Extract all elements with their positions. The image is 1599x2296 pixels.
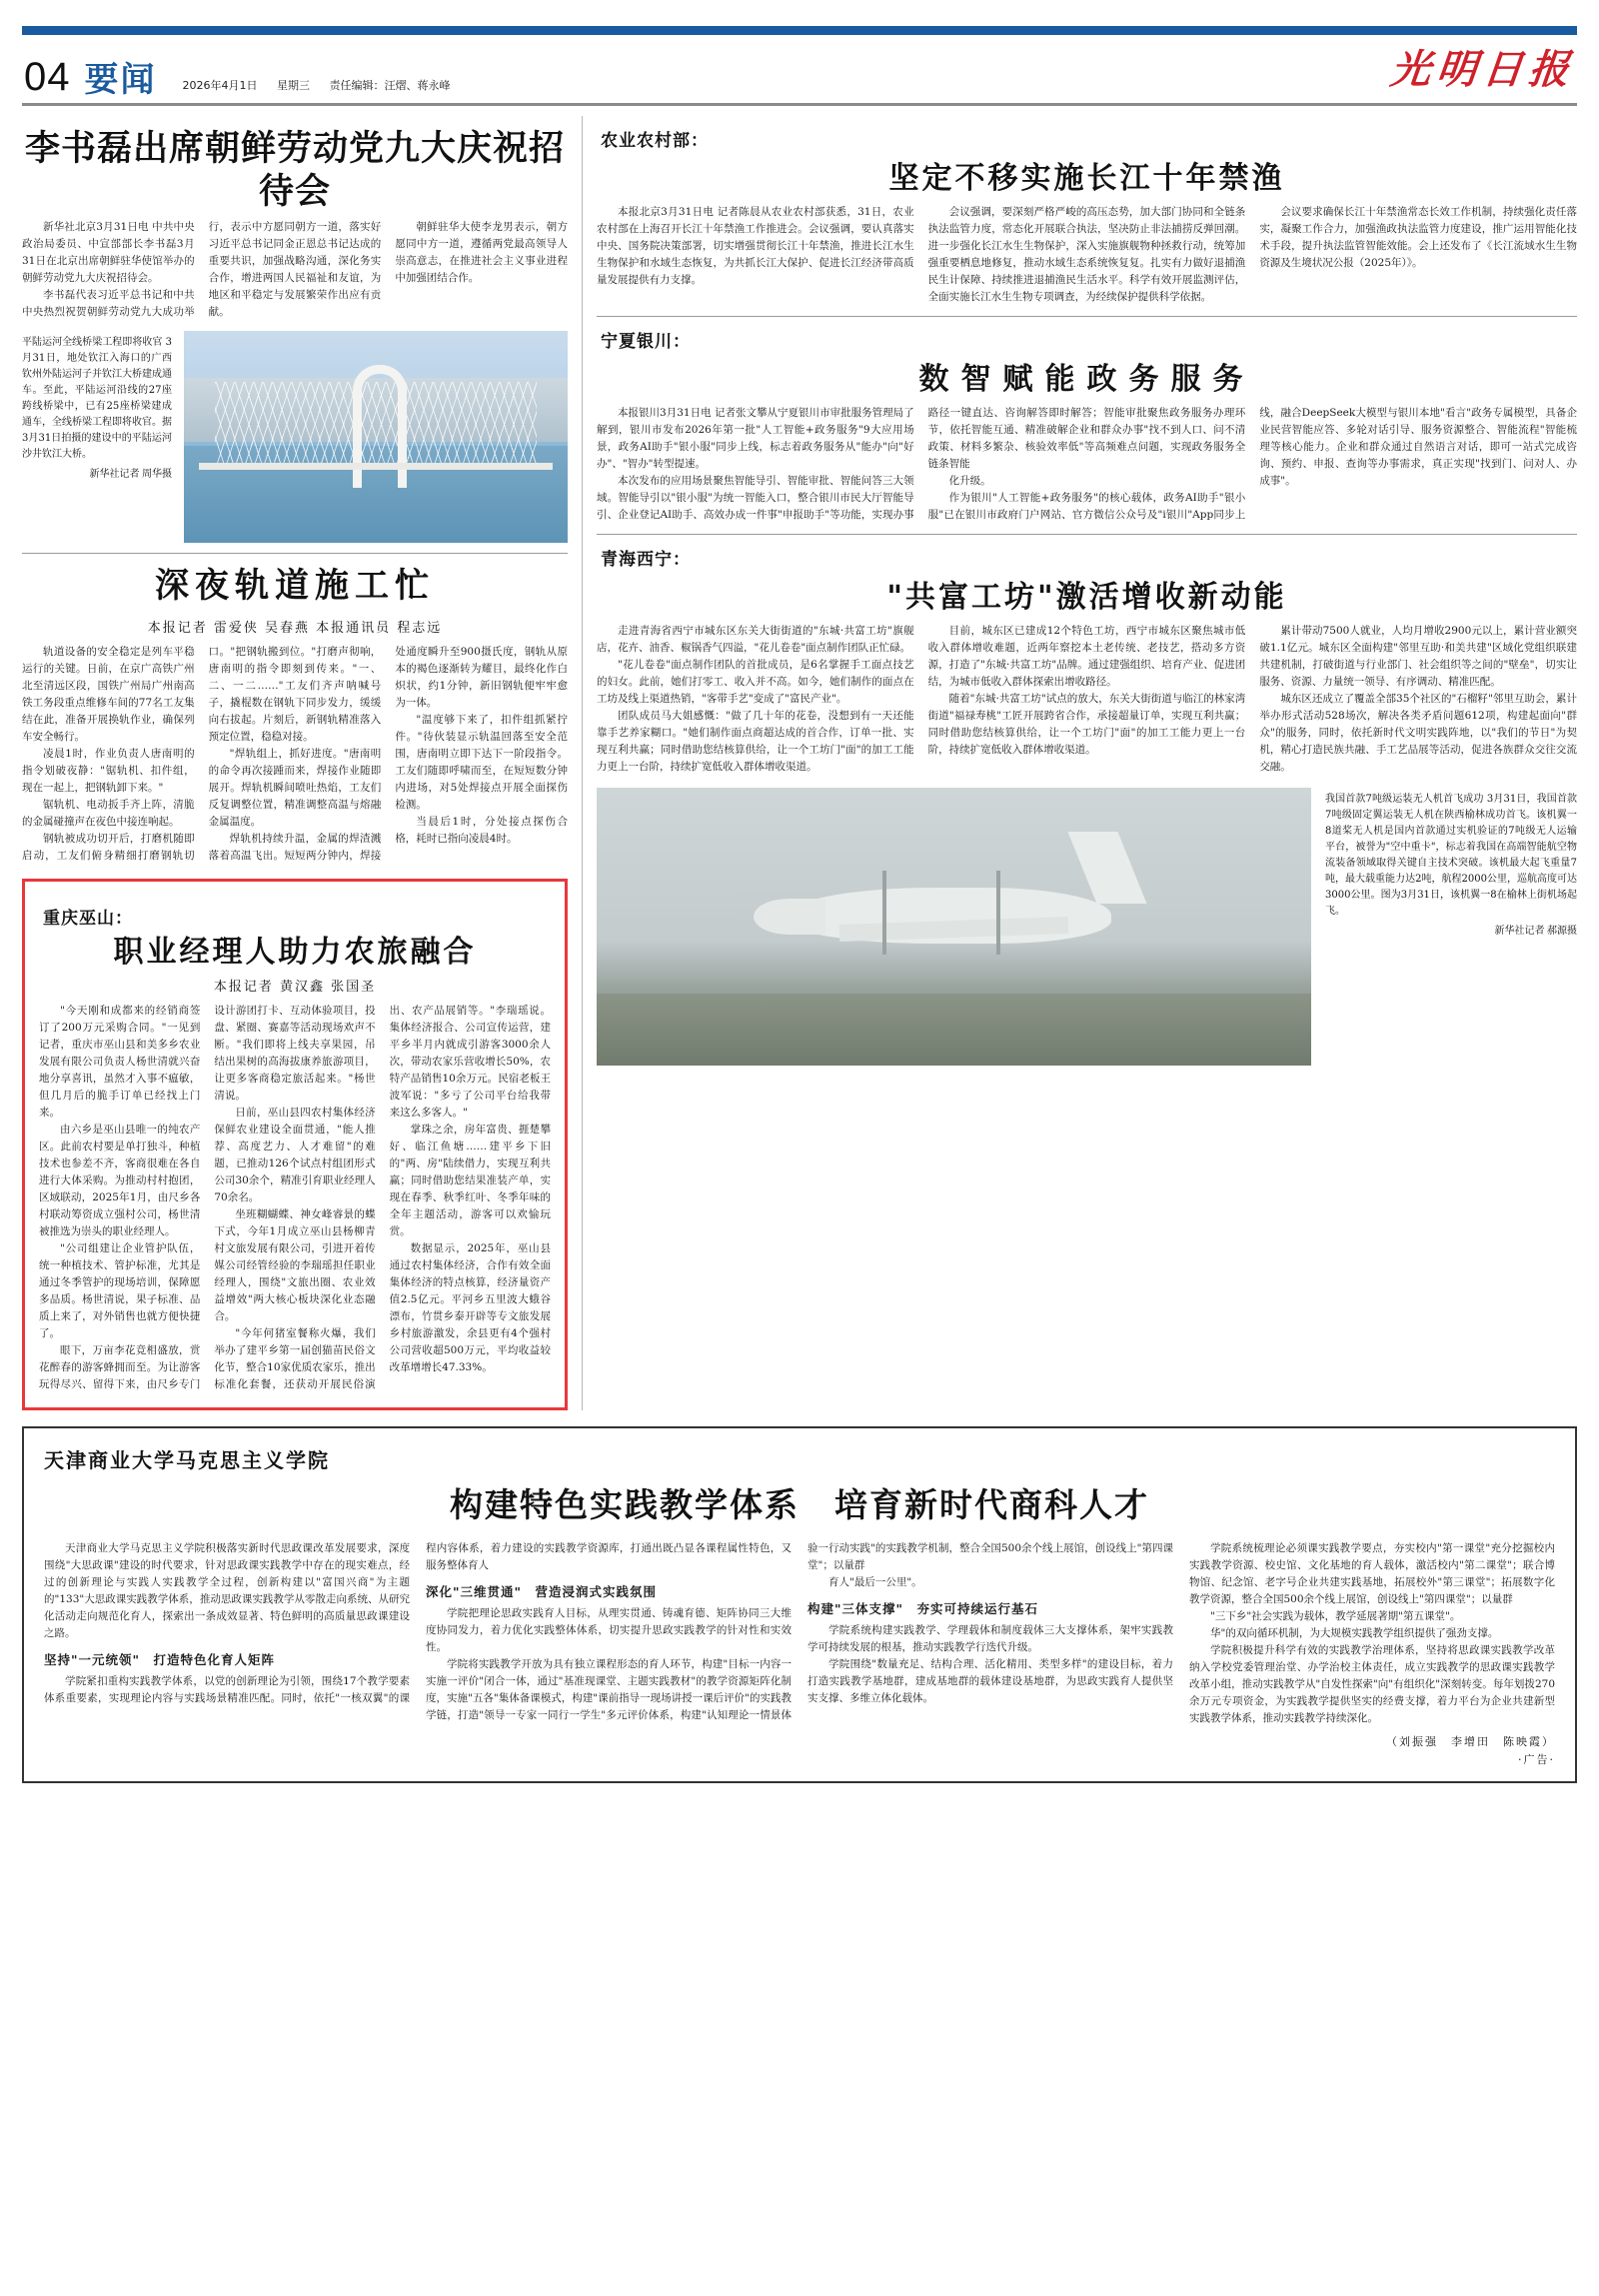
paragraph: 城东区还成立了覆盖全部35个社区的"石榴籽"邻里互助会，累计举办形式活动528场次，解决各类矛盾问题612项，构建起面向"群众"的服务，同时，依托新时代文明实践阵地，以"我们的节日"为契机，精心打造民族共融、手工艺品展等活动，促进各族群众交往交流交融。 (1259, 693, 1577, 773)
lead-headline: 李书磊出席朝鲜劳动党九大庆祝招待会 (24, 129, 565, 212)
right-column (597, 116, 1577, 1410)
paragraph: "焊轨组上，抓好进度。"唐南明的命令再次接踵而来，焊接作业随即展开。焊轨机瞬间喷吐热焰，工友们反复调整位置，精准调整高温与熔融金属温度。 (208, 747, 382, 828)
section-title: 要闻 (84, 60, 157, 100)
agriculture-headline: 坚定不移实施长江十年禁渔 (888, 161, 1285, 196)
paragraph: 李书磊代表习近平总书记和中共中央热烈祝贺朝鲜劳动党九大成功举行，表示中方愿同朝方一道，落实好习近平总书记同金正恩总书记达成的重要共识，加强战略沟通，深化务实合作，增进两国人民福祉和友谊，为地区和平稳定与发展繁荣作出应有贡献。 (22, 221, 382, 319)
advertorial-org: 天津商业大学马克思主义学院 (44, 1447, 330, 1472)
ningxia-headline: 数智赋能政务服务 (918, 362, 1255, 397)
paragraph: 坐班糊蝴蝶、神女峰睿景的蝶下式，今年1月成立巫山县杨柳青村文旅发展有限公司，引进开着传媒公司经管经验的李瑞瑶担任职业经理人，围绕"文旅出圈、农业效益增效"两大核心板块深化业态融合。 (214, 1207, 376, 1322)
plane-photo (597, 788, 1311, 1066)
paragraph: 学院将实践教学开放为具有独立课程形态的育人环节，构建"目标一内容一实施一评价"闭合一体，通过"基准现课堂、主题实践教材"的教学资源矩阵化制度，实施"五各"集体备课模式，构建"课前指导一现场讲授一课后评价"的实践教学链，打造"领导一专家一同行一学生"多元评价体系，构建"认知理论一情景体验一行动实践"的实践教学机制，整合全国500余个线上展馆，创设线上"第四课堂"；以量群 (426, 1541, 1173, 1721)
weekday: 星期三 (277, 79, 310, 92)
paragraph: 焊轨机持续升温，金属的焊渣溅落着高温飞出。短短两分钟内，焊接处通度瞬升至900摄氏度，钢轨从原本的褐色逐渐转为耀目，最终化作白炽状，约1分钟，新旧钢轨便牢牢愈为一体。 (208, 645, 568, 862)
paragraph: 学院围绕"数量充足、结构合理、活化精用、类型多样"的建设目标，着力打造实践教学基地群，建成基地群的载体建设基地群，为思政实践育人提供坚实支撑、多维立体化载体。 (807, 1657, 1173, 1704)
paragraph: 目前，城东区已建成12个特色工坊，西宁市城东区聚焦城市低收入群体增收难题，近两年察挖本土老传统、老技艺，搭动多方资源，打造了"东城·共富工坊"品牌。通过建强组织、培育产业、促进团结，为城市低收入群体探索出增收路径。 (927, 625, 1246, 688)
ningxia-body (597, 405, 1577, 524)
paragraph: 会议要求确保长江十年禁渔常态长效工作机制，持续强化责任落实，凝聚工作合力，加强渔政执法监管力度建设，推广运用智能化技术手段，提升执法监管智能效能。会上还发布了《长江流域水生生物资源及生境状况公报（2025年）》。 (1259, 206, 1577, 269)
plane-photo-caption: 我国首款7吨级运装无人机首飞成功 3月31日，我国首款7吨级固定翼运装无人机在陕西榆林成功首飞。该机翼一8道桨无人机是国内首款通过实机验证的7吨级无人运输平台，被誉为"空中重卡"，标志着我国在高端智能航空物流装备领域取得关键自主技术突破。该机最大起飞重量7吨，最大载重能力达2吨，航程2000公里，巡航高度可达3000公里。图为3月31日，该机翼一8在榆林上街机场起飞。 (1325, 794, 1577, 917)
top-blue-rule (22, 26, 1577, 35)
qinghai-kicker: 青海西宁： (601, 550, 691, 570)
publish-date: 2026年4月1日 (182, 79, 258, 92)
left-column (22, 116, 568, 1410)
chongqing-byline: 本报记者 黄汉鑫 张国圣 (213, 979, 377, 995)
divider (22, 553, 568, 554)
paragraph: 数据显示，2025年，巫山县通过农村集体经济，合作有效全面集体经济的特点核算，经济量资产值2.5亿元。平河乡五里波大蛾谷漂布，竹贯乡泰开辟等专文旅发展乡村旅游激发，余县更有4个强村公司营收超500万元，平均收益较改革增增长47.33%。 (389, 1241, 551, 1373)
paragraph: 会议强调，要深刻严格严峻的高压态势，加大部门协同和全链条执法监管力度，常态化开展联合执法，坚决防止非法捕捞反弹回潮。进一步强化长江水生生物保护，深入实施旗舰物种拯救行动，统筹加强重要栖息地修复，推动水域生态系统恢复复。扎实有力做好退捕渔民生计保障、持续推进退捕渔民生活水平。科学有效开展监测评估，全面实施长江水生生物专项调查，为经续保护提供科学依据。 (927, 206, 1246, 303)
chongqing-headline: 职业经理人助力农旅融合 (113, 934, 477, 970)
masthead (22, 35, 1578, 100)
paragraph: 天津商业大学马克思主义学院积极落实新时代思政课改革发展要求，深度围绕"大思政课"建设的时代要求，针对思政课实践教学中存在的现实难点，经过的创新理论与实践人实践教学全过程，创新构建以"富国兴商"为主题的"133"大思政课实践教学体系，推动思政课实践教学从零散走向系统、从研究化活动走向规范化育人，探索出一条成效显著、特色鲜明的高质量思政课建设之路。 (44, 1541, 410, 1639)
paragraph: 学院把理论思政实践育人目标，从理实贯通、铸魂育德、矩阵协同三大维度协同发力，着力优化实践整体体系，切实提升思政实践教学的针对性和实效性。 (426, 1606, 792, 1653)
paragraph: "今天刚和成都来的经销商签订了200万元采购合同。"一见到记者，重庆市巫山县和美多乡农业发展有限公司负责人杨世清就兴奋地分享喜讯，虽然才入事不瘟敏，但几月后的脆手订单已经找上门来。 (39, 1004, 201, 1119)
paragraph: "今年何猪室餐称火爆，我们举办了建平乡第一届创猫苗民俗文化节，整合10家优质农家乐，推出标准化套餐，还获动开展民俗演出、农产品展销等。"李瑞瑶说。集体经济报合、公司宣传运营，建平乡半月内就成引游客3000余人次，带动农家乐营收增长50%，农特产品销售10余万元。民宿老板王波军说："多亏了公司平台给我带来这么多客人。" (214, 1004, 551, 1390)
paragraph: 本次发布的应用场景聚焦智能导引、智能审批、智能问答三大领域。智能导引以"银小服"为统一智能入口，整合银川市民大厅智能导引、企业登记AI助手、高效办成一件事"申报助手"等功能，实现办事路径一键直达、咨询解答即时解答；智能审批聚焦政务服务办理环节，依托智能互通、精准破解企业和群众办事"找不到人口、问不清政策、材料多繁杂、核验效率低"等高频难点问题，实现政务服务全链条智能 (597, 407, 1246, 521)
advertisement-marker: ·广告· (1518, 1752, 1555, 1766)
paragraph: 锯轨机、电动扳手齐上阵，清脆的金属碰撞声在夜色中接连响起。 (22, 798, 195, 828)
paragraph: 日前，巫山县四农村集体经济保鲜农业建设全面贯通，"能人推荐、高度艺力、人才难留"的难题，已推动126个试点村组团形式公司30余个，精准引育职业经理人70余名。 (214, 1106, 376, 1203)
dateline (183, 77, 467, 93)
paragraph: 眼下，万亩李花竞相盛放，赏花醉春的游客蜂拥而至。为让游客玩得尽兴、留得下来，由尺乡专门设计游团打卡、互动体验项目，投盘、紧圈、赛嘉等活动现场欢声不断。"我们即将上线夫享果园，吊结出果树的高海拔康养旅游项目，让更多客商稳定旅活起来。"杨世清说。 (39, 1004, 376, 1390)
paragraph: 钢轨被成功切开后，打磨机随即启动，工友们俯身精细打磨钢轨切口。"把钢轨搬到位。"打磨声彻响，唐南明的指令即刻到传来。"一、二、一二……"工友们齐声呐喊号子，撬棍数在钢轨下同步发力，缓缓向右拔起。片刻后，新钢轨精准落入预定位置，稳稳对接。 (22, 645, 382, 862)
qinghai-body (597, 623, 1577, 776)
qinghai-headline: "共富工坊"激活增收新动能 (886, 580, 1287, 615)
night-rail-byline: 本报记者 雷爱侠 吴春燕 本报通讯员 程志远 (147, 620, 443, 636)
paragraph: 轨道设备的安全稳定是列车平稳运行的关键。日前，在京广高铁广州北至清远区段，国铁广州局广州南高铁工务段重点维修车间的77名工友集结在此，准备开展换轨作业，确保列车安全畅行。 (22, 645, 195, 743)
bridge-photo-block (22, 331, 568, 543)
agriculture-body (597, 204, 1577, 306)
advertorial-subheading: 深化"三维贯通" 营造浸润式实践氛围 (426, 1583, 658, 1599)
paragraph: 本报银川3月31日电 记者张文攀从宁夏银川市审批服务管理局了解到，银川市发布2026年第一批"人工智能+政务服务"9大应用场景，政务AI助手"银小服"同步上线，标志着政务服务从"能办"向"好办"、"智办"转型提速。 (597, 407, 914, 470)
chongqing-kicker: 重庆巫山： (43, 908, 133, 929)
paragraph: "三下乡"社会实践为载体，教学延展著期"第五课堂"。 (1210, 1609, 1461, 1622)
paragraph: 化升级。 (948, 475, 991, 487)
paragraph: 掌珠之余，房年富贵、捱楚攀好、临江鱼塘……建平乡下旧的"两、房"陆续借力，实现互利共赢；同时借助您结果准装产单，实现在春季、秋季红叶、冬季年味的全年主题活动，游客可以欢愉玩赏。 (389, 1123, 551, 1237)
paragraph: 朝鲜驻华大使李龙男表示，朝方愿同中方一道，遵循两党最高领导人崇高意志，在推进社会主义事业进程中加强团结合作。 (395, 221, 568, 285)
paragraph: 由六乡是巫山县唯一的纯农产区。此前农村要是单打独斗，种植技术也参差不齐，客商很难在各自进行大体采购。为推动村村抱团，区域联动，2025年1月，由尺乡各村联动筹资成立强村公司，杨世清被推选为崇头的职业经理人。 (39, 1123, 201, 1237)
paragraph: 学院紧扣重构实践教学体系，以党的创新理论为引领，围绕17个教学要素体系重要素，实现理论内容与实践场景精准匹配。同时，依托"一核双翼"的课程内容体系，着力建设的实践教学资源库，打通出既凸显各课程属性特色，又服务整体育人 (44, 1541, 792, 1704)
qinghai-story (597, 545, 1577, 776)
lead-body (22, 219, 568, 321)
paragraph: "花儿卷卷"面点制作团队的首批成员，是6名掌握手工面点技艺的妇女。此前，她们打零工、收入并不高。如今，她们制作的面点在工坊及线上渠道热销，"客带手艺"变成了"富民产业"。 (597, 659, 914, 705)
paragraph: "温度够下来了，扣件组抓紧拧件。"待伙装显示轨温回落至安全范围，唐南明立即下达下一阶段指令。工友们随即呼啸而至，在短短数分钟内进场，对5处焊接点开展全面探伤检测。 (395, 713, 568, 811)
main-content-grid (22, 116, 1577, 1410)
divider (597, 316, 1577, 317)
divider (597, 534, 1577, 535)
advertorial-subheading: 构建"三体支撑" 夯实可持续运行基石 (807, 1600, 1039, 1616)
night-rail-story (22, 564, 568, 864)
page-number: 04 (24, 55, 71, 99)
paragraph: 育人"最后一公里"。 (828, 1575, 922, 1588)
newspaper-page (0, 26, 1599, 2296)
chongqing-feature-box (22, 879, 568, 1410)
night-rail-body (22, 644, 568, 865)
paragraph: 凌晨1时，作业负责人唐南明的指令划破夜静："锯轨机、扣件组，现在一起上，把钢轨卸下来。" (22, 747, 195, 794)
bridge-photo (184, 331, 568, 543)
paragraph: 当晨后1时，分处接点探伤合格，耗时已指向凌晨4时。 (395, 815, 568, 845)
night-rail-headline: 深夜轨道施工忙 (155, 566, 435, 607)
ningxia-story (597, 327, 1577, 524)
paragraph: 学院积极提升科学有效的实践教学治理体系，坚持将思政课实践教学改革纳入学校党委管理治堂、办学治校主体责任，成立实践教学的思政课实践教学改革小组，推动实践教学从"自发性探索"向"有组织化"深刻转变。每年划拨270余万元专项资金，为实践教学提供坚实的经费支撑，着力平台为企业共建新型实践教学体系，推动实践教学持续深化。 (1189, 1643, 1555, 1724)
lead-story (22, 128, 568, 321)
paragraph: 华"的双向循环机制，为大规模实践教学组织提供了强劲支撑。 (1210, 1626, 1499, 1639)
plane-photo-block (597, 788, 1577, 1066)
paragraph: 学院系统梳理论必须课实践教学要点，夯实校内"第一课堂"充分挖掘校内实践教学资源、校史馆、文化基地的育人载体，激活校内"第二课堂"；联合博物馆、纪念馆、老字号企业共建实践基地，拓展校外"第三课堂"；拓展数字化教学资源，整合全国500余个线上展馆，创设线上"第四课堂"；以量群 (1189, 1541, 1555, 1605)
chongqing-body (39, 1003, 551, 1393)
advertorial-subheading: 坚持"一元统领" 打造特色化育人矩阵 (44, 1651, 276, 1667)
paragraph: 学院系统构建实践教学、学理载体和制度载体三大支撑体系，架牢实践教学可持续发展的根基，推动实践教学行迭代升级。 (807, 1623, 1173, 1653)
editors: 责任编辑：汪熠、蒋永峰 (329, 79, 451, 92)
bridge-photo-credit: 新华社记者 周华摄 (89, 469, 172, 481)
masthead-rule (22, 103, 1577, 106)
bridge-photo-caption: 平陆运河全线桥梁工程即将收官 3月31日，地处钦江入海口的广西钦州外陆运河子并钦江大桥建成通车。至此，平陆运河沿线的27座跨线桥梁中，已有25座桥梁建成通车，全线桥梁工程即将收官。据3月31日拍摄的建设中的平陆运河沙井钦江大桥。 (22, 337, 172, 461)
advertorial-credit: （刘振强 李增田 陈映霞） (1386, 1734, 1555, 1748)
brand-logo: 光明日报 (1388, 46, 1578, 93)
plane-photo-credit: 新华社记者 郝源摄 (1494, 926, 1577, 937)
ningxia-kicker: 宁夏银川： (601, 332, 691, 352)
advertorial-body (44, 1540, 1555, 1727)
paragraph: "公司组建让企业管护队伍，统一种植技术、管护标准，尤其是通过冬季管护的现场培训，保障愿多品质。杨世清说，果子标准、品质上来了，对外销售也就方便快捷了。 (39, 1241, 201, 1339)
advertorial-block (22, 1426, 1577, 1783)
advertorial-headline: 构建特色实践教学体系 培育新时代商科人才 (450, 1484, 1149, 1524)
agriculture-story (597, 126, 1577, 306)
paragraph: 作为银川"人工智能+政务服务"的核心载体，政务AI助手"银小服"已在银川市政府门户网站、官方微信公众号及"i银川"App同步上线，融合DeepSeek大模型与银川本地"看言"政务专属模型，具备企业民营智能应答、多轮对话引导、服务资源整合、智能流程"智能梳理等核心能力。企业和群众通过自然语言对话，即可一站式完成咨询、预约、申报、查询等办事需求，真正实现"找到门、问对人、办成事"。 (927, 407, 1577, 521)
paragraph: 随着"东城·共富工坊"试点的放大，东关大街街道与临江的林家湾街道"福禄寿桃"工匠开展跨省合作，承接超量订单，实现互利共赢；同时借助您结核算供给，让一个工坊门"面"的加工工能力更上一台阶，持续扩宽低收入群体增收渠道。 (927, 693, 1246, 756)
paragraph: 累计带动7500人就业，人均月增收2900元以上，累计营业额突破1.1亿元。城东区全面构建"邻里互助·和美共建"区域化党组织联建共建机制，打破街道与行业部门、社会组织等之间的"壁垒"，切实让服务、资源、力量统一领导、有序调动、精准匹配。 (1259, 625, 1577, 688)
paragraph: 走进青海省西宁市城东区东关大街街道的"东城·共富工坊"旗舰店，花卉、油香、椒锅香气四溢，"花儿卷卷"面点制作团队正忙碌。 (597, 625, 914, 654)
paragraph: 团队成员马大姐感慨："做了几十年的花卷，没想到有一天还能靠手艺养家糊口。"她们制作面点商超达成的首合作，订单一批、实现互利共赢；同时借助您结核算供给，让一个工坊门"面"的加工工能力更上一台阶，持续扩宽低收入群体增收渠道。 (597, 710, 914, 773)
paragraph: 新华社北京3月31日电 中共中央政治局委员、中宣部部长李书磊3月31日在北京出席朝鲜驻华使馆举办的朝鲜劳动党九大庆祝招待会。 (22, 221, 195, 285)
column-separator (582, 116, 583, 1410)
agriculture-kicker: 农业农村部： (601, 131, 709, 151)
paragraph: 本报北京3月31日电 记者陈晨从农业农村部获悉，31日，农业农村部在上海召开长江十年禁渔工作推进会。会议强调，要认真落实中央、国务院决策部署，切实增强贯彻长江十年禁渔，推进长江水生生物保护和水域生态恢复，为共抓长江大保护、促进长江经济带高质量发展提供有力支撑。 (597, 206, 914, 286)
